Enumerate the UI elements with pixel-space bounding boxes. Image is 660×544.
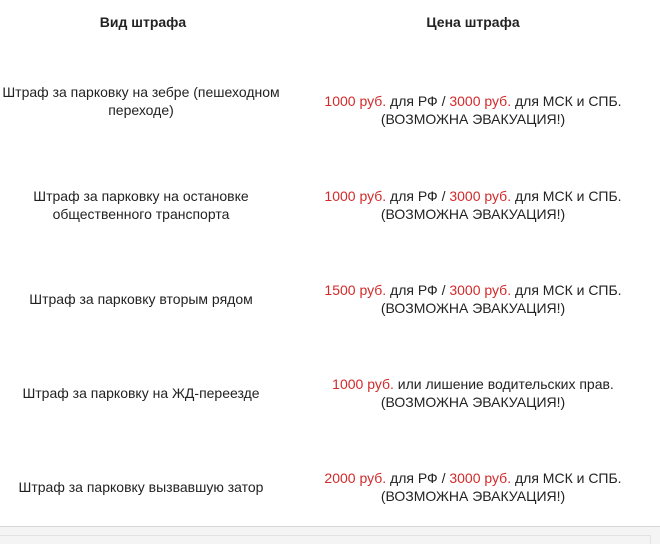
fine-price-cell (286, 346, 660, 440)
table-row (0, 158, 660, 252)
table-row (0, 440, 660, 534)
price-rf-text: для РФ / (386, 282, 450, 298)
fine-price-cell (286, 440, 660, 534)
price-msk-text: для МСК и СПБ. (511, 470, 622, 486)
price-msk-text: для МСК и СПБ. (511, 188, 622, 204)
price-rf-text: для РФ / (386, 93, 450, 109)
price-main-text: или лишение водительских прав. (393, 376, 614, 392)
header-fine-price: Цена штрафа (426, 14, 520, 30)
price-msk: 3000 руб. (449, 93, 512, 109)
price-msk: 3000 руб. (449, 470, 512, 486)
table-header-row (0, 0, 660, 44)
fine-type-cell: Штраф за парковку вызвавшую затор (18, 479, 264, 495)
fine-type-cell: Штраф за парковку на остановке общественного транспорта (33, 188, 249, 222)
price-rf: 1500 руб. (324, 282, 387, 298)
fine-price-cell (286, 44, 660, 158)
price-msk: 3000 руб. (449, 188, 512, 204)
evacuation-note: (ВОЗМОЖНА ЭВАКУАЦИЯ!) (380, 488, 566, 504)
price-rf-text: для РФ / (386, 470, 450, 486)
evacuation-note: (ВОЗМОЖНА ЭВАКУАЦИЯ!) (380, 394, 566, 410)
price-rf: 1000 руб. (324, 93, 387, 109)
fine-type-cell: Штраф за парковку вторым рядом (29, 291, 253, 307)
evacuation-note: (ВОЗМОЖНА ЭВАКУАЦИЯ!) (380, 300, 566, 316)
fine-type-cell: Штраф за парковку на ЖД-переезде (22, 385, 260, 401)
fine-price-cell (286, 252, 660, 346)
table-row (0, 44, 660, 158)
fine-type-cell: Штраф за парковку на зебре (пешеходном переходе) (2, 84, 280, 118)
header-fine-type: Вид штрафа (99, 14, 187, 30)
evacuation-note: (ВОЗМОЖНА ЭВАКУАЦИЯ!) (380, 111, 566, 127)
price-rf: 2000 руб. (324, 470, 387, 486)
price-msk: 3000 руб. (449, 282, 512, 298)
price-rf-text: для РФ / (386, 188, 450, 204)
table-row (0, 346, 660, 440)
price-main: 1000 руб. (332, 376, 394, 392)
price-rf: 1000 руб. (324, 188, 387, 204)
horizontal-scrollbar[interactable] (0, 526, 660, 544)
fine-price-cell (286, 158, 660, 252)
price-msk-text: для МСК и СПБ. (511, 282, 622, 298)
price-msk-text: для МСК и СПБ. (511, 93, 622, 109)
table-row (0, 252, 660, 346)
evacuation-note: (ВОЗМОЖНА ЭВАКУАЦИЯ!) (380, 206, 566, 222)
